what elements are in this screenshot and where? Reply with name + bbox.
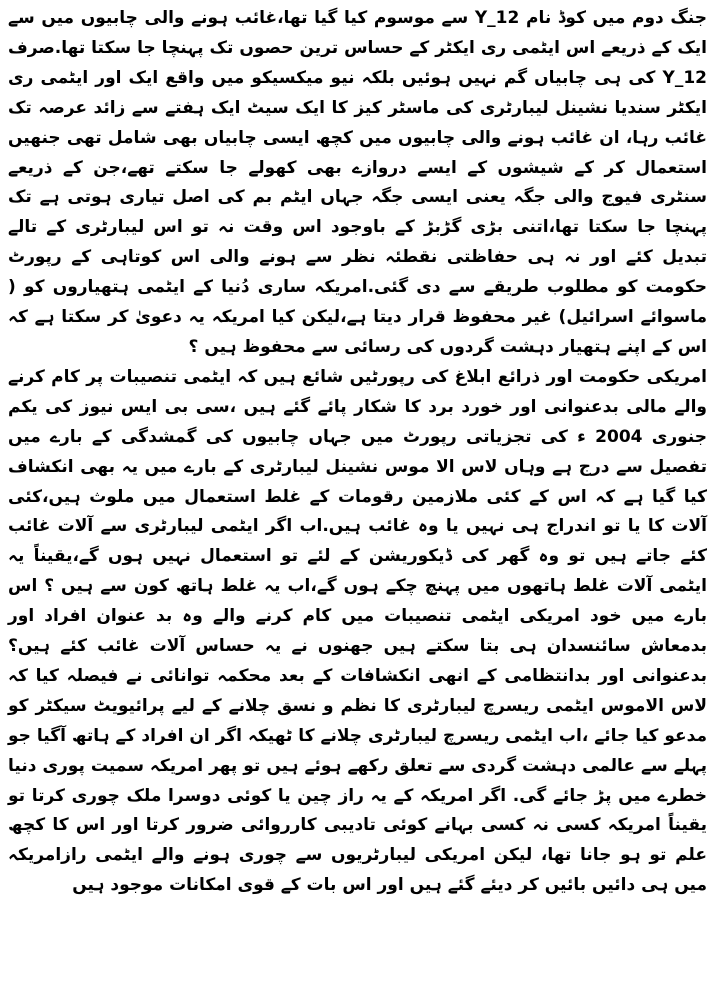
paragraph-1: جنگ دوم میں کوڈ نام Y_12 سے موسوم کیا گیا تھا،غائب ہونے والی چابیوں میں سے ایک کے ذریعے اس ایٹمی ری ایکٹر کے حساس ترین حصوں تک پہنچا جا سکتا تھا.صرف Y_12 کی ہی چابیاں گم نہیں ہوئیں بلکہ نیو میکسیکو میں واقع ایک اور ایٹمی ری ایکٹر سندیا نشینل لیبارٹری کی ماسٹر کیز کا ایک سیٹ ایک ہفتے سے زائد عرصہ تک غائب رہا، ان غائب ہونے والی چابیوں میں کچھ ایسی چابیاں بھی شامل تھی جنھیں استعمال کر کے شیشوں کے ایسے دروازے بھی کھولے جا سکتے تھے،جن کے ذریعے سنٹری فیوج والی جگہ یعنی ایسی جگہ جہاں ایٹم بم کی اصل تیاری ہوتی ہے تک پہنچا جا سکتا تھا،اتنی بڑی گڑبڑ کے باوجود اس وقت نہ تو اس لیبارٹری کے تالے تبدیل کئے اور نہ ہی حفاظتی نقطئہ نظر سے ہونے والی اس کوتاہی کے رپورٹ حکومت کو مطلوب طریقے سے دی گئی.امریکہ ساری دُنیا کے ایٹمی ہتھیاروں کو ( ماسوائے اسرائیل) غیر محفوظ قرار دیتا ہے،لیکن کیا امریکہ یہ دعویٰ کر سکتا ہے کہ اس کے اپنے ہتھیار دہشت گردوں کی رسائی سے محفوظ ہیں ؟ <box>8 8 708 357</box>
paragraph-2: امریکی حکومت اور ذرائع ابلاغ کی رپورٹیں شائع ہیں کہ ایٹمی تنصیبات پر کام کرنے والے مالی بدعنوانی اور خورد برد کا شکار پائے گئے ہیں ،سی بی ایس نیوز کی یکم جنوری 2004 ء کی تجزیاتی رپورٹ میں جہاں چابیوں کی گمشدگی کے بارے میں تفصیل سے درج ہے وہاں لاس الا موس نشینل لیبارٹری کے بارے میں یہ بھی انکشاف کیا گیا ہے کہ اس کے کئی ملازمین رقومات کے غلط استعمال میں ملوث ہیں،کئی آلات کا یا تو اندراج ہی نہیں یا وہ غائب ہیں.اب اگر ایٹمی لیبارٹری سے آلات غائب کئے جاتے ہیں تو وہ گھر کی ڈیکوریشن کے لئے تو استعمال نہیں ہوں گے،یقیناً یہ ایٹمی آلات غلط ہاتھوں میں پہنچ چکے ہوں گے،اب یہ غلط ہاتھ کون سے ہیں ؟ اس بارے میں خود امریکی ایٹمی تنصیبات میں کام کرنے والے وہ بد عنوان افراد اور بدمعاش سائنسدان ہی بتا سکتے ہیں جھنوں نے یہ حساس آلات غائب کئے ہیں؟بدعنوانی اور بدانتظامی کے انھی انکشافات کے بعد محکمہ توانائی نے فیصلہ کیا کہ لاس الاموس ایٹمی ریسرچ لیبارٹری کا نظم و نسق چلانے کے لیے پرائیویٹ سیکٹر کو مدعو کیا جائے ،اب ایٹمی ریسرچ لیبارٹری چلانے کا ٹھیکہ اگر ان افراد کے ہاتھ آگیا جو پہلے سے عالمی دہشت گردی سے تعلق رکھے ہوئے ہیں تو پھر امریکہ سمیت پوری دنیا خطرے میں پڑ جائے گی. اگر امریکہ کے یہ راز چین یا کوئی دوسرا ملک چوری کرتا تو یقیناً امریکہ کسی نہ کسی بہانے کوئی تادیبی کارروائی ضرور کرتا اور اس کا کچھ علم تو ہو جانا تھا، لیکن امریکی لیبارٹریوں سے چوری ہونے والے ایٹمی رازامریکہ میں ہی دائیں بائیں کر دیئے گئے ہیں اور اس بات کے قوی امکانات موجود ہیں <box>8 366 708 896</box>
article-body <box>8 4 707 901</box>
